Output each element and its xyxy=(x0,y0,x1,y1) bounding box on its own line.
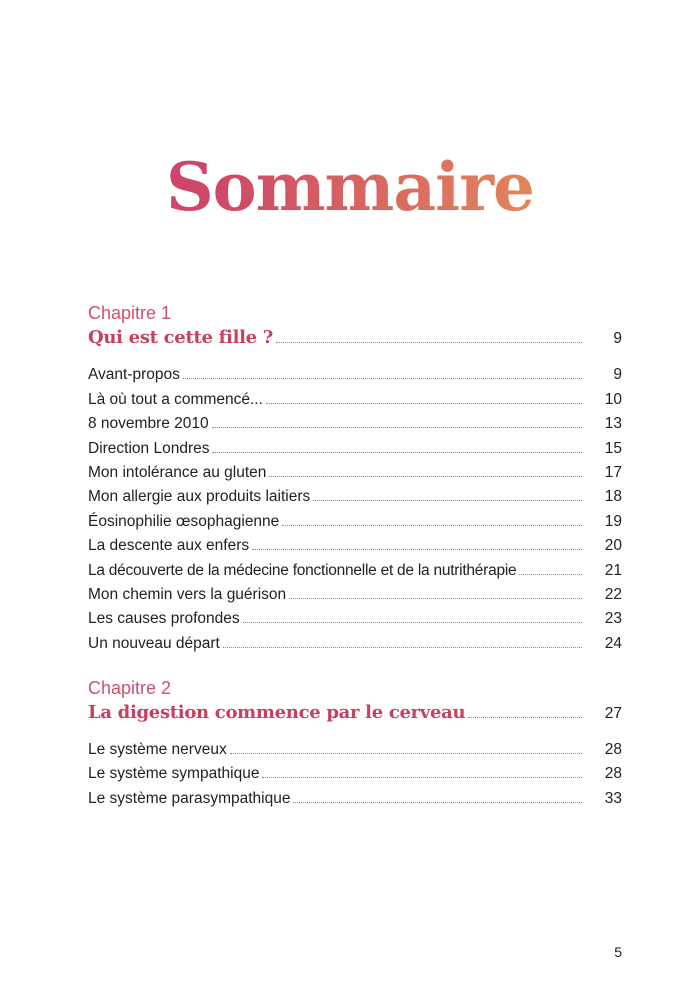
page-number: 10 xyxy=(604,390,622,408)
chapter-title: Qui est cette fille ? xyxy=(88,327,274,348)
toc-entry[interactable] xyxy=(88,604,622,628)
dot-leader xyxy=(282,525,582,526)
entry-label: La descente aux enfers xyxy=(88,537,250,555)
page-number: 15 xyxy=(604,439,622,457)
dot-leader xyxy=(289,598,582,599)
chapter-label: Chapitre 1 xyxy=(88,303,172,323)
page-number: 28 xyxy=(604,765,622,783)
entry-label: Là où tout a commencé... xyxy=(88,390,263,408)
dot-leader xyxy=(262,777,582,778)
dot-leader xyxy=(183,378,582,379)
chapter-label: Chapitre 2 xyxy=(88,677,172,698)
chapter-title-row[interactable] xyxy=(88,324,622,348)
chapter-title-row[interactable] xyxy=(88,699,622,723)
toc-entry[interactable] xyxy=(88,360,622,384)
chapter-block xyxy=(88,302,622,653)
page-number: 22 xyxy=(604,585,622,603)
chapter-block xyxy=(88,677,622,808)
dot-leader xyxy=(276,342,582,343)
dot-leader xyxy=(266,403,582,404)
entry-label: Avant-propos xyxy=(88,366,180,384)
page-number: 13 xyxy=(604,415,622,433)
page-number: 21 xyxy=(604,561,622,579)
toc-entry[interactable] xyxy=(88,580,622,604)
page-number: 9 xyxy=(613,366,622,384)
page-number: 28 xyxy=(604,741,622,759)
dot-leader xyxy=(313,500,582,501)
page-title: Sommaire xyxy=(0,148,700,227)
toc-entry[interactable] xyxy=(88,409,622,433)
table-of-contents xyxy=(88,302,622,808)
page-number: 17 xyxy=(604,463,622,481)
page-number: 23 xyxy=(604,610,622,628)
entry-label: 8 novembre 2010 xyxy=(88,415,209,433)
dot-leader xyxy=(519,574,582,575)
entry-label: Mon allergie aux produits laitiers xyxy=(88,488,311,506)
chapter-spacer xyxy=(88,653,622,677)
dot-leader xyxy=(293,802,582,803)
toc-entry[interactable] xyxy=(88,735,622,759)
toc-entry[interactable] xyxy=(88,506,622,530)
toc-entry[interactable] xyxy=(88,433,622,457)
toc-entry[interactable] xyxy=(88,384,622,408)
entry-label: Éosinophilie œsophagienne xyxy=(88,512,280,530)
dot-leader xyxy=(252,549,582,550)
page-number: 20 xyxy=(604,537,622,555)
toc-entry[interactable] xyxy=(88,783,622,807)
entry-label: Un nouveau départ xyxy=(88,634,220,652)
page-number: 9 xyxy=(613,330,622,347)
entry-label: Le système parasympathique xyxy=(88,789,291,807)
dot-leader xyxy=(269,476,582,477)
entry-label: Les causes profondes xyxy=(88,610,240,628)
page-number: 27 xyxy=(604,704,622,722)
page-folio: 5 xyxy=(614,944,622,960)
entry-label: Le système sympathique xyxy=(88,765,260,783)
dot-leader xyxy=(212,452,582,453)
page-number: 18 xyxy=(604,488,622,506)
toc-entry[interactable] xyxy=(88,759,622,783)
entry-label: Direction Londres xyxy=(88,439,210,457)
toc-entry[interactable] xyxy=(88,482,622,506)
page-number: 19 xyxy=(604,512,622,530)
entry-label: Le système nerveux xyxy=(88,741,227,759)
dot-leader xyxy=(223,647,582,648)
page-number: 24 xyxy=(604,634,622,652)
entry-label: Mon intolérance au gluten xyxy=(88,463,267,481)
chapter-title: La digestion commence par le cerveau xyxy=(88,701,466,723)
entry-label: La découverte de la médecine fonctionnelle et de la nutrithérapie xyxy=(88,561,517,579)
dot-leader xyxy=(468,717,582,718)
toc-entry[interactable] xyxy=(88,628,622,652)
toc-entry[interactable] xyxy=(88,531,622,555)
toc-entry[interactable] xyxy=(88,555,622,579)
page-number: 33 xyxy=(604,789,622,807)
dot-leader xyxy=(212,427,582,428)
toc-entry[interactable] xyxy=(88,458,622,482)
dot-leader xyxy=(243,622,582,623)
entry-label: Mon chemin vers la guérison xyxy=(88,585,287,603)
dot-leader xyxy=(230,753,582,754)
